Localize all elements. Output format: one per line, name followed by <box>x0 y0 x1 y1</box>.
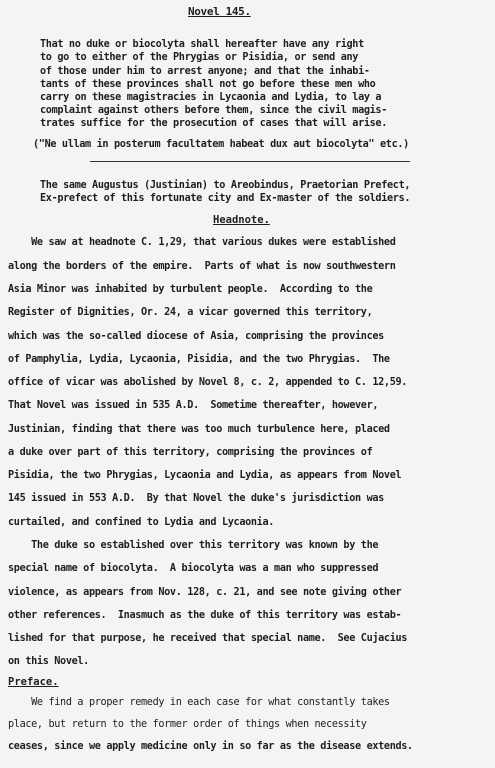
body-line: Register of Dignities, Or. 24, a vicar governed this territory, <box>8 307 373 318</box>
headnote-heading: Headnote. <box>213 214 270 226</box>
body-line: The duke so established over this territory was known by the <box>8 540 379 551</box>
divider <box>90 161 410 162</box>
body-line: which was the so-called diocese of Asia, comprising the provinces <box>8 331 384 342</box>
intro-line: to go to either of the Phrygias or Pisidia, or send any <box>40 52 359 63</box>
body-line: a duke over part of this territory, comprising the provinces of <box>8 447 373 458</box>
body-line: on this Novel. <box>8 656 89 667</box>
intro-line: That no duke or biocolyta shall hereafter have any right <box>40 39 364 50</box>
body-line: 145 issued in 553 A.D. By that Novel the duke's jurisdiction was <box>8 493 384 504</box>
page-title: Novel 145. <box>188 5 251 18</box>
body-line: lished for that purpose, he received that special name. See Cujacius <box>8 633 408 644</box>
intro-line: trates suffice for the prosecution of cases that will arise. <box>40 118 388 129</box>
body-line: special name of biocolyta. A biocolyta was a man who suppressed <box>8 563 379 574</box>
body-line: Asia Minor was inhabited by turbulent people. According to the <box>8 284 373 295</box>
body-line: other references. Inasmuch as the duke of this territory was estab- <box>8 610 402 621</box>
body-line: of Pamphylia, Lydia, Lycaonia, Pisidia, and the two Phrygias. The <box>8 354 390 365</box>
body-line: place, but return to the former order of things when necessity <box>8 719 367 730</box>
intro-line: tants of these provinces shall not go before these men who <box>40 79 376 90</box>
body-line: office of vicar was abolished by Novel 8, c. 2, appended to C. 12,59. <box>8 377 408 388</box>
intro-line: of those under him to arrest anyone; and that the inhabi- <box>40 66 370 77</box>
body-line: We find a proper remedy in each case for what constantly takes <box>8 697 390 708</box>
body-line: curtailed, and confined to Lydia and Lycaonia. <box>8 517 275 528</box>
body-line: Pisidia, the two Phrygias, Lycaonia and Lydia, as appears from Novel <box>8 470 402 481</box>
address-line: The same Augustus (Justinian) to Areobindus, Praetorian Prefect, <box>40 180 411 191</box>
body-line: We saw at headnote C. 1,29, that various dukes were established <box>8 237 396 248</box>
preface-heading: Preface. <box>8 676 59 688</box>
body-line: along the borders of the empire. Parts of what is now southwestern <box>8 261 396 272</box>
body-line: That Novel was issued in 535 A.D. Sometime thereafter, however, <box>8 400 379 411</box>
intro-line: carry on these magistracies in Lycaonia and Lydia, to lay a <box>40 92 382 103</box>
body-line: violence, as appears from Nov. 128, c. 21, and see note giving other <box>8 587 402 598</box>
body-line: Justinian, finding that there was too much turbulence here, placed <box>8 424 390 435</box>
address-line: Ex-prefect of this fortunate city and Ex-master of the soldiers. <box>40 193 411 204</box>
body-line: ceases, since we apply medicine only in so far as the disease extends. <box>8 741 413 752</box>
latin-quote: ("Ne ullam in posterum facultatem habeat dux aut biocolyta" etc.) <box>33 139 409 150</box>
intro-line: complaint against others before them, since the civil magis- <box>40 105 388 116</box>
